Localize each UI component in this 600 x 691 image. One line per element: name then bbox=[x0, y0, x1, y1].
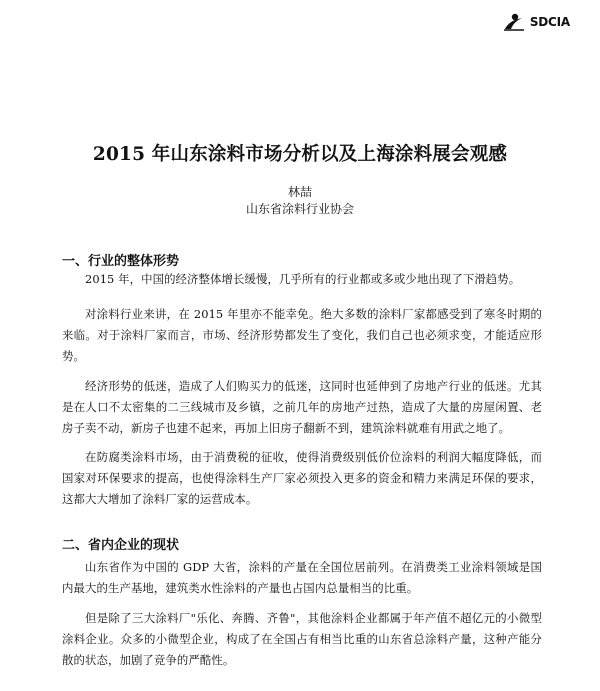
paragraph-1-2: 对涂料行业来讲，在 2015 年里亦不能幸免。绝大多数的涂料厂家都感受到了寒冬时期的来临。对于涂料厂家而言，市场、经济形势都发生了变化，我们自己也必须求变，才能适应形势。 bbox=[62, 307, 542, 363]
paragraph-2-2: 但是除了三大涂料厂"乐化、奔腾、齐鲁"，其他涂料企业都属于年产值不超亿元的小微型涂料企业。众多的小微型企业，构成了在全国占有相当比重的山东省总涂料产量，这种产能分散的状态，加剧了竞争的严酷性。 bbox=[62, 611, 542, 667]
sdcia-logo-mark-icon bbox=[502, 12, 526, 32]
section-heading-1: 一、行业的整体形势 bbox=[62, 254, 180, 269]
header-logo bbox=[502, 12, 570, 32]
paragraph-1-1: 2015 年，中国的经济整体增长缓慢，几乎所有的行业都或多或少地出现了下滑趋势。 bbox=[85, 272, 521, 286]
paragraph-1-4: 在防腐类涂料市场，由于消费税的征收，使得消费级别低价位涂料的利润大幅度降低，而国家对环保要求的提高，也使得涂料生产厂家必须投入更多的资金和精力来满足环保的要求，这都大大增加了涂料厂家的运营成本。 bbox=[62, 450, 542, 506]
paragraph-1-3: 经济形势的低迷，造成了人们购买力的低迷，这同时也延伸到了房地产行业的低迷。尤其是在人口不太密集的二三线城市及乡镇，之前几年的房地产过热，造成了大量的房屋闲置、老房子卖不动，新房子也建不起来，再加上旧房子翻新不到，建筑涂料就难有用武之地了。 bbox=[62, 379, 542, 435]
article-title: 2015 年山东涂料市场分析以及上海涂料展会观感 bbox=[92, 144, 508, 165]
paragraph-2-1: 山东省作为中国的 GDP 大省，涂料的产量在全国位居前列。在消费类工业涂料领域是国内最大的生产基地，建筑类水性涂料的产量也占国内总量相当的比重。 bbox=[62, 560, 542, 595]
author-organization: 山东省涂料行业协会 bbox=[245, 202, 354, 216]
logo-text: SDCIA bbox=[529, 15, 570, 29]
author-name: 林喆 bbox=[287, 185, 312, 199]
section-heading-2: 二、省内企业的现状 bbox=[62, 538, 180, 553]
